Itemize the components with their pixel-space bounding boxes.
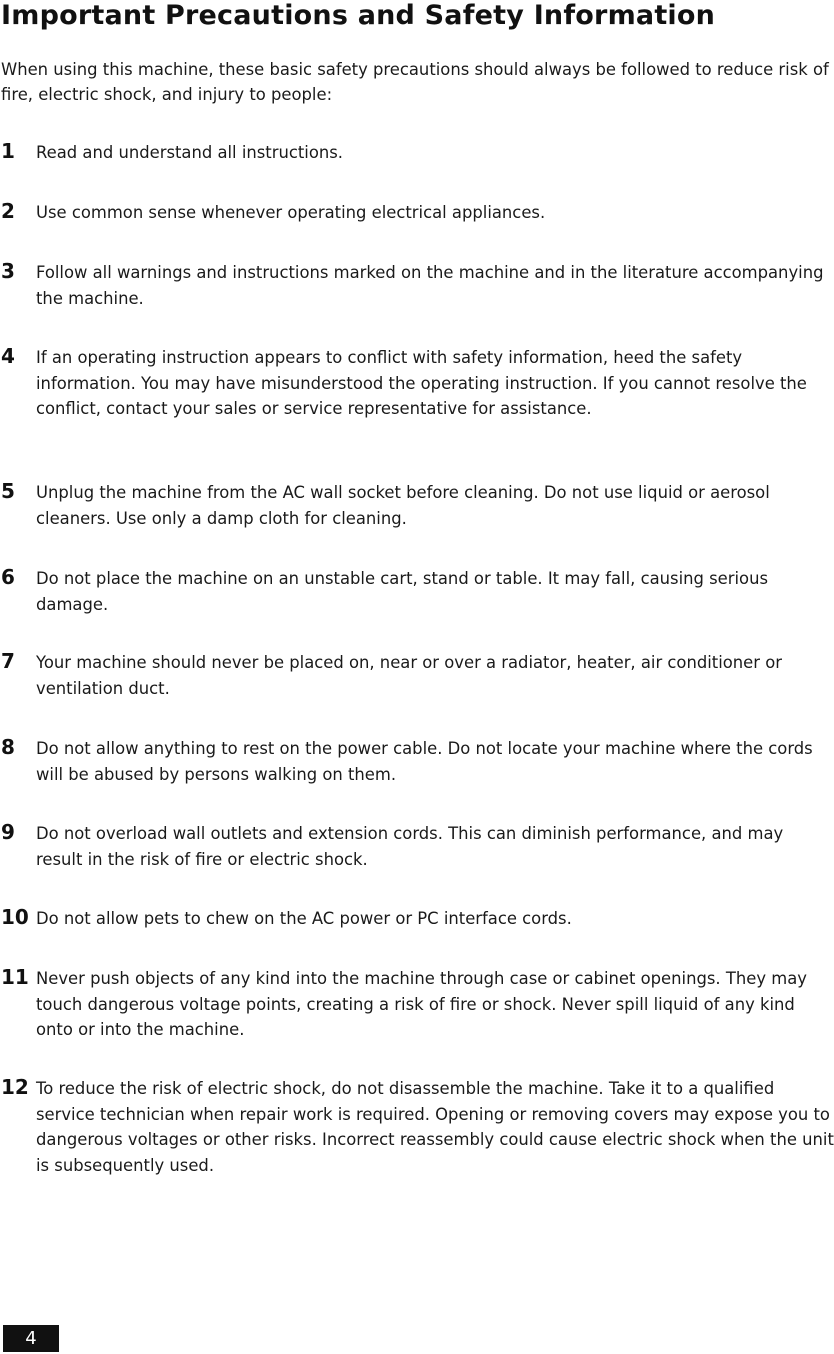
item-text: Follow all warnings and instructions marked on the machine and in the literature accompanying the machine.	[36, 263, 824, 308]
item-text: Do not allow pets to chew on the AC power or PC interface cords.	[36, 909, 572, 928]
item-text: Your machine should never be placed on, near or over a radiator, heater, air conditioner or ventilation duct.	[36, 653, 782, 698]
item-number: 2	[1, 199, 15, 223]
item-text: Do not allow anything to rest on the power cable. Do not locate your machine where the cords will be abused by persons walking on them.	[36, 739, 813, 784]
item-number: 1	[1, 139, 15, 163]
item-text: If an operating instruction appears to conflict with safety information, heed the safety information. You may have misunderstood the operating instruction. If you cannot resolve the conflict, contact your sales or service representative for assistance.	[36, 348, 807, 418]
item-number: 6	[1, 565, 15, 589]
item-number: 10	[1, 905, 29, 929]
item-number: 9	[1, 820, 15, 844]
item-number: 12	[1, 1075, 29, 1099]
item-text: To reduce the risk of electric shock, do not disassemble the machine. Take it to a qualified service technician when repair work is required. Opening or removing covers may expose you to dangerous voltages or other risks. Incorrect reassembly could cause electric shock when the unit is subsequently used.	[36, 1079, 834, 1175]
item-number: 5	[1, 479, 15, 503]
intro-paragraph: When using this machine, these basic safety precautions should always be followed to reduce risk of fire, electric shock, and injury to people:	[1, 60, 829, 104]
page-title: Important Precautions and Safety Information	[1, 0, 716, 31]
item-text: Never push objects of any kind into the machine through case or cabinet openings. They may touch dangerous voltage points, creating a risk of fire or shock. Never spill liquid of any kind onto or into the machine.	[36, 969, 807, 1039]
item-number: 3	[1, 259, 15, 283]
page-number: 4	[3, 1325, 59, 1352]
item-text: Read and understand all instructions.	[36, 143, 344, 162]
item-number: 4	[1, 344, 15, 368]
item-number: 11	[1, 965, 29, 989]
item-number: 8	[1, 735, 15, 759]
item-text: Unplug the machine from the AC wall socket before cleaning. Do not use liquid or aerosol cleaners. Use only a damp cloth for cleaning.	[36, 483, 770, 528]
item-text: Do not place the machine on an unstable cart, stand or table. It may fall, causing serious damage.	[36, 569, 768, 614]
item-text: Use common sense whenever operating electrical appliances.	[36, 203, 546, 222]
item-number: 7	[1, 649, 15, 673]
item-text: Do not overload wall outlets and extension cords. This can diminish performance, and may result in the risk of fire or electric shock.	[36, 824, 784, 869]
